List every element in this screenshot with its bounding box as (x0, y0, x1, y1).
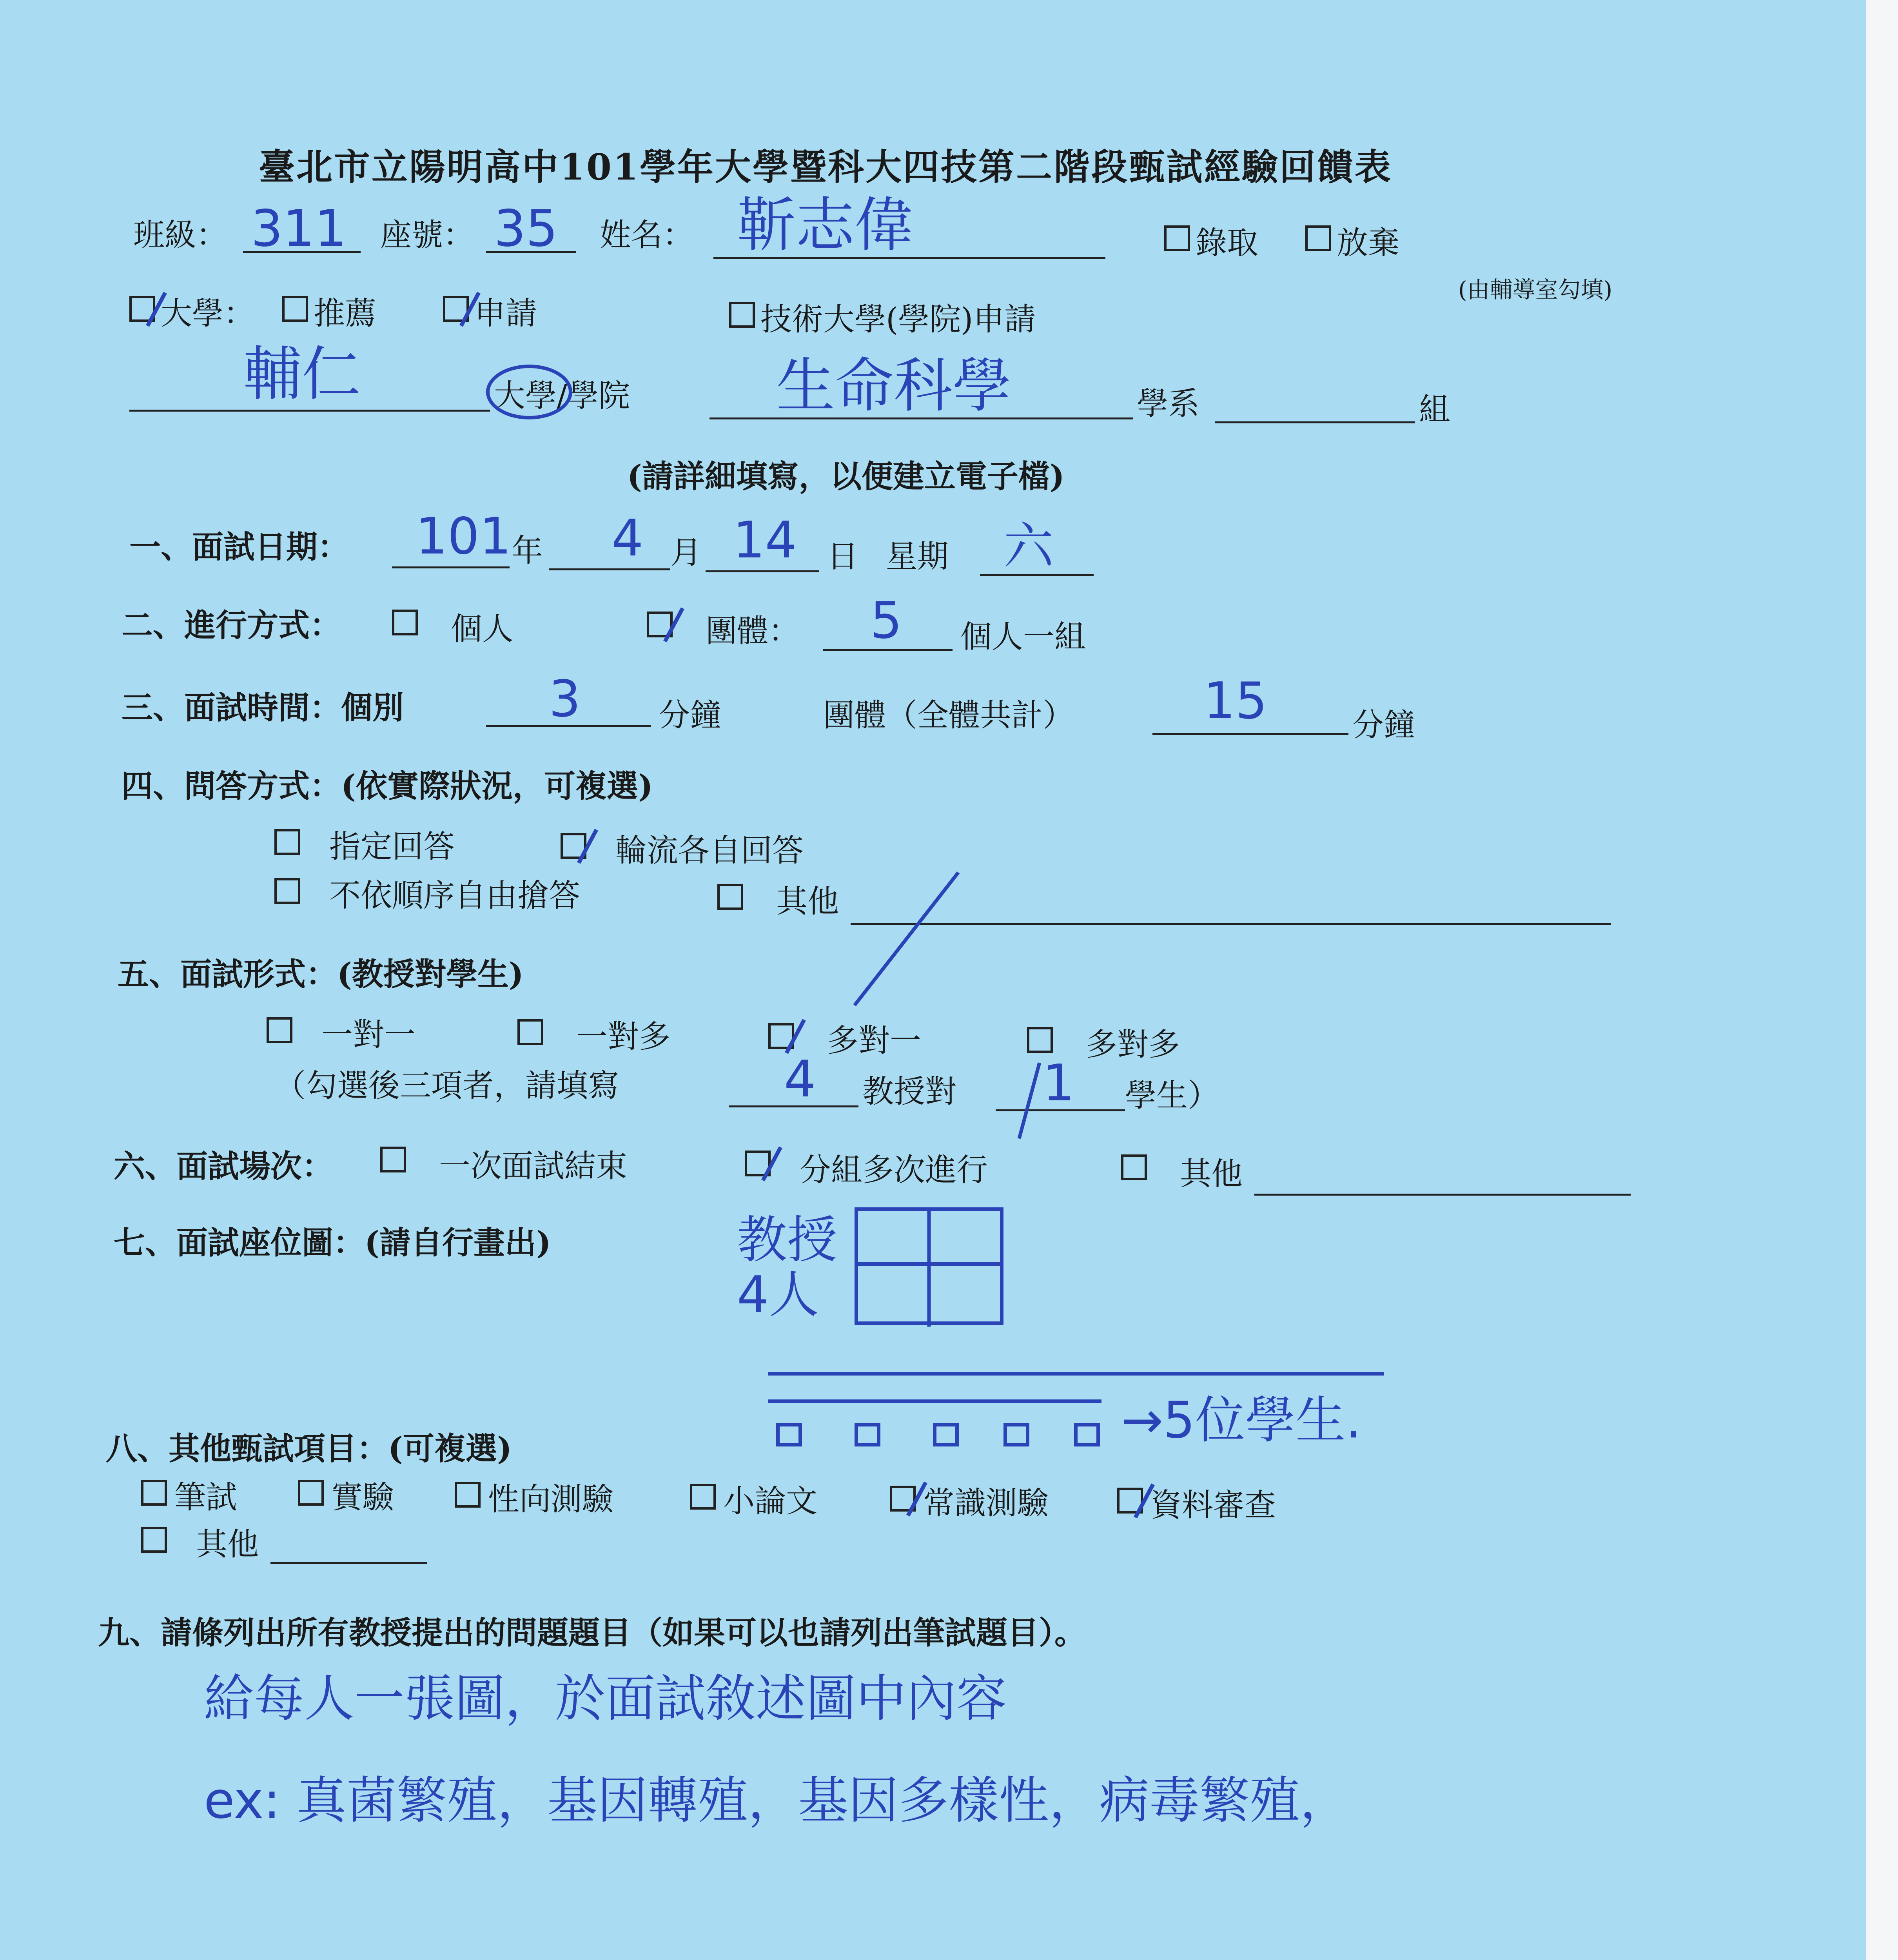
essay-label: 小論文 (723, 1483, 817, 1519)
q6-other-underline (1254, 1194, 1631, 1196)
tech-apply-label: 技術大學(學院)申請 (760, 301, 1036, 338)
admitted-label: 錄取 (1196, 225, 1258, 261)
check-mark-icon (773, 1013, 806, 1054)
day-value: 14 (733, 511, 797, 570)
ink-stroke-icon (1018, 1062, 1041, 1139)
q6-other-checkbox[interactable] (1121, 1154, 1147, 1180)
q4-label: 四、問答方式：(依實際狀況，可複選) (122, 768, 653, 804)
multi-session-label: 分組多次進行 (800, 1152, 988, 1188)
month-underline (549, 568, 670, 570)
name-underline (713, 257, 1105, 259)
apply-checkbox[interactable] (443, 296, 469, 322)
apply-label: 申請 (474, 295, 537, 332)
circle-mark-icon (486, 365, 572, 419)
common-sense-label: 常識測驗 (923, 1485, 1049, 1521)
check-mark-icon (651, 601, 684, 642)
form-title: 臺北市立陽明高中101學年大學暨科大四技第二階段甄試經驗回饋表 (259, 146, 1393, 188)
class-value: 311 (251, 200, 347, 258)
weekday-label: 星期 (886, 538, 949, 575)
day-unit: 日 (827, 538, 858, 575)
group-underline (1215, 421, 1415, 423)
detail-note: (請詳細填寫，以便建立電子檔) (627, 458, 1065, 495)
check-mark-icon (749, 1140, 782, 1181)
minutes-unit-2: 分鐘 (1352, 707, 1415, 743)
professor-note-2: 4人 (737, 1266, 819, 1324)
individual-checkbox[interactable] (392, 610, 418, 635)
scan-margin (1866, 0, 1898, 1960)
department-value: 生命科學 (776, 352, 1012, 420)
aptitude-checkbox[interactable] (455, 1482, 481, 1508)
group-size-underline (823, 649, 953, 651)
student-seat-icon (1074, 1423, 1100, 1446)
ink-stroke-icon (853, 871, 960, 1006)
seat-value: 35 (494, 200, 558, 258)
tech-apply-checkbox[interactable] (729, 302, 755, 328)
university-label: 大學： (161, 295, 255, 332)
table-divider-icon (927, 1209, 931, 1327)
student-table-line-icon (768, 1372, 1384, 1376)
written-test-checkbox[interactable] (141, 1480, 167, 1506)
check-mark-icon (895, 1475, 927, 1516)
q9-label: 九、請條列出所有教授提出的問題題目（如果可以也請列出筆試題目）。 (98, 1614, 1086, 1651)
name-value: 靳志偉 (737, 191, 914, 260)
common-sense-checkbox[interactable] (890, 1486, 916, 1512)
group-checkbox[interactable] (647, 612, 673, 637)
multi-session-checkbox[interactable] (745, 1151, 771, 1176)
group-minutes-value: 15 (1203, 672, 1267, 730)
student-table-line-icon (768, 1399, 1101, 1403)
student-seat-icon (776, 1423, 802, 1446)
month-unit: 月 (670, 534, 702, 571)
one-to-many-checkbox[interactable] (517, 1019, 543, 1045)
group-size-suffix: 個人一組 (960, 619, 1086, 655)
q4-other-label: 其他 (776, 883, 839, 920)
group-suffix: 組 (1419, 391, 1450, 428)
assigned-answer-label: 指定回答 (329, 828, 455, 865)
day-underline (706, 570, 819, 572)
professor-count-value: 4 (784, 1050, 816, 1109)
q8-label: 八、其他甄試項目：(可複選) (106, 1430, 512, 1467)
q8-other-underline (270, 1562, 427, 1564)
student-text: 學生） (1125, 1077, 1219, 1114)
q4-other-checkbox[interactable] (717, 884, 743, 910)
class-label: 班級： (133, 217, 227, 253)
year-underline (392, 566, 510, 568)
year-value: 101 (416, 507, 512, 566)
aptitude-label: 性向測驗 (488, 1481, 613, 1517)
name-label: 姓名： (600, 217, 694, 253)
rotate-answer-checkbox[interactable] (561, 833, 586, 859)
student-note: →5位學生. (1121, 1391, 1362, 1450)
single-session-checkbox[interactable] (380, 1147, 406, 1172)
one-to-many-label: 一對多 (576, 1018, 670, 1055)
experiment-label: 實驗 (331, 1479, 394, 1515)
written-test-label: 筆試 (174, 1479, 237, 1515)
q6-label: 六、面試場次： (114, 1148, 333, 1185)
document-review-label: 資料審查 (1150, 1487, 1276, 1523)
rotate-answer-label: 輪流各自回答 (615, 832, 804, 869)
student-count-value: 1 (1043, 1054, 1075, 1112)
experiment-checkbox[interactable] (298, 1480, 324, 1506)
professor-count-underline (729, 1105, 858, 1107)
individual-label: 個人 (451, 611, 514, 647)
q6-other-label: 其他 (1180, 1156, 1243, 1192)
q5-label: 五、面試形式：(教授對學生) (118, 956, 524, 993)
one-to-one-checkbox[interactable] (267, 1017, 292, 1043)
individual-minutes-value: 3 (549, 670, 581, 728)
many-to-one-label: 多對一 (827, 1022, 921, 1059)
school-underline (129, 410, 490, 412)
q4-other-underline (851, 923, 1611, 925)
many-to-many-label: 多對多 (1086, 1026, 1180, 1063)
one-to-one-label: 一對一 (321, 1016, 416, 1053)
department-suffix: 學系 (1137, 385, 1199, 422)
single-session-label: 一次面試結束 (439, 1148, 627, 1184)
recommend-checkbox[interactable] (282, 296, 308, 322)
minutes-unit-1: 分鐘 (659, 697, 721, 733)
assigned-answer-checkbox[interactable] (274, 829, 300, 855)
declined-checkbox[interactable] (1305, 225, 1331, 251)
individual-minutes-underline (486, 725, 651, 727)
weekday-value: 六 (1003, 517, 1054, 575)
q1-label: 一、面試日期： (129, 528, 349, 565)
office-note: (由輔導室勾填) (1458, 276, 1613, 303)
weekday-underline (980, 574, 1094, 576)
free-answer-checkbox[interactable] (274, 878, 300, 904)
group-size-value: 5 (870, 592, 902, 650)
many-to-many-checkbox[interactable] (1027, 1027, 1053, 1053)
class-underline (243, 251, 361, 253)
q7-label: 七、面試座位圖：(請自行畫出) (114, 1224, 551, 1261)
student-seat-icon (855, 1423, 880, 1446)
free-answer-label: 不依順序自由搶答 (329, 877, 580, 914)
group-total-label: 團體（全體共計） (823, 697, 1074, 733)
q9-answer-2: ex: 真菌繁殖，基因轉殖，基因多樣性，病毒繁殖， (204, 1771, 1350, 1830)
q5-note: （勾選後三項者，請填寫 (274, 1067, 619, 1104)
student-seat-icon (933, 1423, 959, 1446)
school-value: 輔仁 (243, 340, 361, 408)
student-count-underline (996, 1109, 1125, 1111)
month-value: 4 (611, 509, 644, 568)
document-review-checkbox[interactable] (1117, 1488, 1143, 1514)
q9-answer-1: 給每人一張圖，於面試敘述圖中內容 (204, 1670, 1007, 1728)
q2-label: 二、進行方式： (122, 607, 341, 644)
professor-text: 教授對 (862, 1073, 956, 1110)
many-to-one-checkbox[interactable] (768, 1023, 794, 1049)
essay-checkbox[interactable] (690, 1484, 716, 1510)
admitted-checkbox[interactable] (1164, 225, 1190, 251)
check-mark-icon (565, 822, 598, 864)
declined-label: 放棄 (1337, 225, 1399, 261)
year-unit: 年 (512, 532, 543, 569)
group-label: 團體： (706, 613, 800, 649)
recommend-label: 推薦 (314, 295, 376, 332)
check-mark-icon (1122, 1477, 1155, 1518)
department-underline (709, 417, 1133, 419)
professor-note-1: 教授 (737, 1211, 838, 1269)
school-suffix: 大學/學院 (494, 377, 630, 414)
university-checkbox[interactable] (129, 296, 155, 322)
seat-underline (486, 251, 576, 253)
q8-other-checkbox[interactable] (141, 1527, 167, 1553)
group-minutes-underline (1152, 733, 1348, 735)
q8-other-label: 其他 (196, 1526, 259, 1563)
q3-label: 三、面試時間：個別 (122, 689, 404, 726)
seat-label: 座號： (380, 217, 474, 253)
student-seat-icon (1003, 1423, 1029, 1446)
